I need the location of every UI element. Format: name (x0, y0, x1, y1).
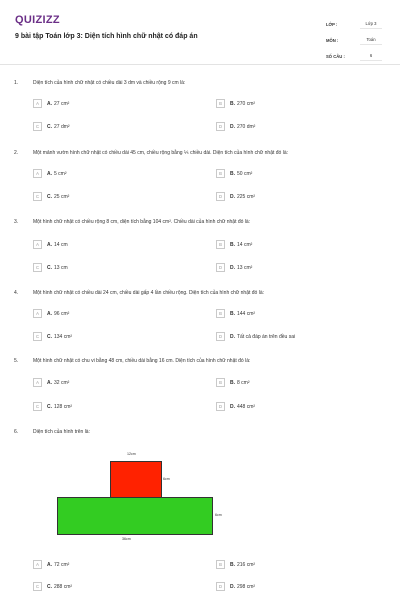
question-text: Một mảnh vườn hình chữ nhật có chiều dài 45 cm, chiều rộng bằng ⅕ chiều dài. Diện tích của hình chữ nhật đó là: (33, 150, 288, 156)
question-text: Một hình chữ nhật có chiều rộng 8 cm, diện tích bằng 104 cm². Chiều dài của hình chữ nhật đó là: (33, 219, 251, 225)
option-checkbox[interactable]: C (33, 192, 42, 201)
option-checkbox[interactable]: A (33, 169, 42, 178)
worksheet-meta (326, 16, 386, 64)
option-letter: D. (230, 583, 235, 590)
option-text: 216 cm² (237, 561, 256, 568)
option-text: 50 cm² (237, 170, 253, 177)
option-letter: B. (230, 241, 235, 248)
option-letter: B. (230, 170, 235, 177)
option-letter: C. (47, 193, 52, 200)
meta-label: LỚP : (326, 21, 338, 27)
option-letter: A. (47, 561, 52, 568)
top-rectangle (110, 461, 162, 498)
option-d[interactable] (216, 191, 255, 202)
meta-row-subject (326, 32, 386, 48)
option-checkbox[interactable]: B (216, 378, 225, 387)
option-text: 27 cm² (54, 100, 70, 107)
bottom-rectangle (57, 497, 213, 535)
top-height-label: 6cm (163, 477, 170, 481)
option-letter: C. (47, 583, 52, 590)
option-checkbox[interactable]: D (216, 122, 225, 131)
option-letter: C. (47, 333, 52, 340)
option-letter: A. (47, 100, 52, 107)
option-text: 32 cm² (54, 379, 70, 386)
worksheet-header (0, 0, 400, 65)
option-letter: D. (230, 193, 235, 200)
option-checkbox[interactable]: A (33, 560, 42, 569)
question-text: Một hình chữ nhật có chiều dài 24 cm, chiều dài gấp 4 lần chiều rộng. Diện tích của hình chữ nhật đó là: (33, 290, 265, 296)
option-b[interactable] (216, 239, 252, 250)
option-checkbox[interactable]: D (216, 263, 225, 272)
option-letter: B. (230, 310, 235, 317)
option-c[interactable] (33, 262, 68, 273)
question-number: 5. (14, 358, 19, 364)
option-checkbox[interactable]: A (33, 240, 42, 249)
meta-label: MÔN : (326, 37, 339, 43)
option-letter: D. (230, 333, 235, 340)
option-a[interactable] (33, 559, 69, 570)
option-letter: C. (47, 123, 52, 130)
option-text: 144 cm² (237, 310, 256, 317)
option-checkbox[interactable]: D (216, 192, 225, 201)
option-text: 72 cm² (54, 561, 70, 568)
option-checkbox[interactable]: B (216, 560, 225, 569)
option-checkbox[interactable]: C (33, 122, 42, 131)
option-checkbox[interactable]: C (33, 402, 42, 411)
meta-value: Lớp 3 (360, 19, 382, 29)
option-checkbox[interactable]: D (216, 332, 225, 341)
option-text: 5 cm² (54, 170, 67, 177)
question-text: Một hình chữ nhật có chu vi bằng 48 cm, chiều dài bằng 16 cm. Diện tích của hình chữ nhật đó là: (33, 358, 251, 364)
option-text: 448 cm² (237, 403, 256, 410)
option-c[interactable] (33, 581, 72, 592)
option-a[interactable] (33, 239, 68, 250)
option-checkbox[interactable]: D (216, 582, 225, 591)
question-number: 1. (14, 80, 19, 86)
option-text: 225 cm² (237, 193, 256, 200)
option-checkbox[interactable]: B (216, 309, 225, 318)
option-d[interactable] (216, 581, 255, 592)
option-c[interactable] (33, 121, 70, 132)
option-d[interactable] (216, 121, 255, 132)
option-checkbox[interactable]: B (216, 169, 225, 178)
meta-label: SỐ CÂU : (326, 53, 345, 59)
option-checkbox[interactable]: B (216, 99, 225, 108)
option-text: 14 cm² (237, 241, 253, 248)
option-letter: A. (47, 379, 52, 386)
option-checkbox[interactable]: A (33, 378, 42, 387)
worksheet-title: 9 bài tập Toán lớp 3: Diện tích hình chữ nhật có đáp án (15, 33, 198, 40)
option-text: 134 cm² (54, 333, 73, 340)
option-text: 25 cm² (54, 193, 70, 200)
option-text: 13 cm² (237, 264, 253, 271)
option-letter: B. (230, 379, 235, 386)
top-width-label: 12cm (127, 452, 136, 456)
option-checkbox[interactable]: A (33, 99, 42, 108)
option-checkbox[interactable]: C (33, 332, 42, 341)
option-checkbox[interactable]: C (33, 582, 42, 591)
option-text: 27 dm² (54, 123, 70, 130)
option-d[interactable] (216, 401, 255, 412)
option-letter: D. (230, 403, 235, 410)
meta-value: Toán (360, 35, 382, 45)
option-letter: C. (47, 403, 52, 410)
option-d[interactable] (216, 262, 252, 273)
option-text: 270 cm² (237, 100, 256, 107)
option-d[interactable] (216, 331, 295, 342)
option-text: 96 cm² (54, 310, 70, 317)
option-text: Tất cả đáp án trên đều sai (237, 333, 296, 340)
bottom-width-label: 36cm (122, 537, 131, 541)
option-b[interactable] (216, 559, 255, 570)
option-b[interactable] (216, 98, 255, 109)
option-c[interactable] (33, 191, 69, 202)
option-letter: A. (47, 170, 52, 177)
option-c[interactable] (33, 331, 72, 342)
option-letter: B. (230, 561, 235, 568)
quizizz-logo: QUIZIZZ (15, 14, 60, 26)
option-text: 128 cm² (54, 403, 73, 410)
option-letter: B. (230, 100, 235, 107)
question-text: Diện tích của hình trên là: (33, 429, 90, 435)
option-checkbox[interactable]: C (33, 263, 42, 272)
option-text: 8 cm² (237, 379, 250, 386)
option-letter: D. (230, 123, 235, 130)
option-a[interactable] (33, 98, 69, 109)
question-number: 3. (14, 219, 19, 225)
option-text: 298 cm² (237, 583, 256, 590)
question-text: Diện tích của hình chữ nhật có chiều dài 3 dm và chiều rộng 9 cm là: (33, 80, 186, 86)
option-a[interactable] (33, 377, 69, 388)
option-text: 13 cm (54, 264, 68, 271)
question-number: 6. (14, 429, 19, 435)
bottom-height-label: 6cm (215, 513, 222, 517)
option-letter: D. (230, 264, 235, 271)
meta-row-class (326, 16, 386, 32)
meta-row-count (326, 48, 386, 64)
option-letter: A. (47, 310, 52, 317)
option-b[interactable] (216, 168, 252, 179)
question-number: 2. (14, 150, 19, 156)
option-checkbox[interactable]: B (216, 240, 225, 249)
option-c[interactable] (33, 401, 72, 412)
option-a[interactable] (33, 308, 69, 319)
option-text: 288 cm² (54, 583, 73, 590)
meta-value: 6 (360, 51, 382, 61)
option-b[interactable] (216, 377, 250, 388)
question-number: 4. (14, 290, 19, 296)
option-checkbox[interactable]: A (33, 309, 42, 318)
option-letter: A. (47, 241, 52, 248)
option-letter: C. (47, 264, 52, 271)
option-checkbox[interactable]: D (216, 402, 225, 411)
option-b[interactable] (216, 308, 255, 319)
option-a[interactable] (33, 168, 67, 179)
option-text: 270 dm² (237, 123, 256, 130)
option-text: 14 cm (54, 241, 68, 248)
